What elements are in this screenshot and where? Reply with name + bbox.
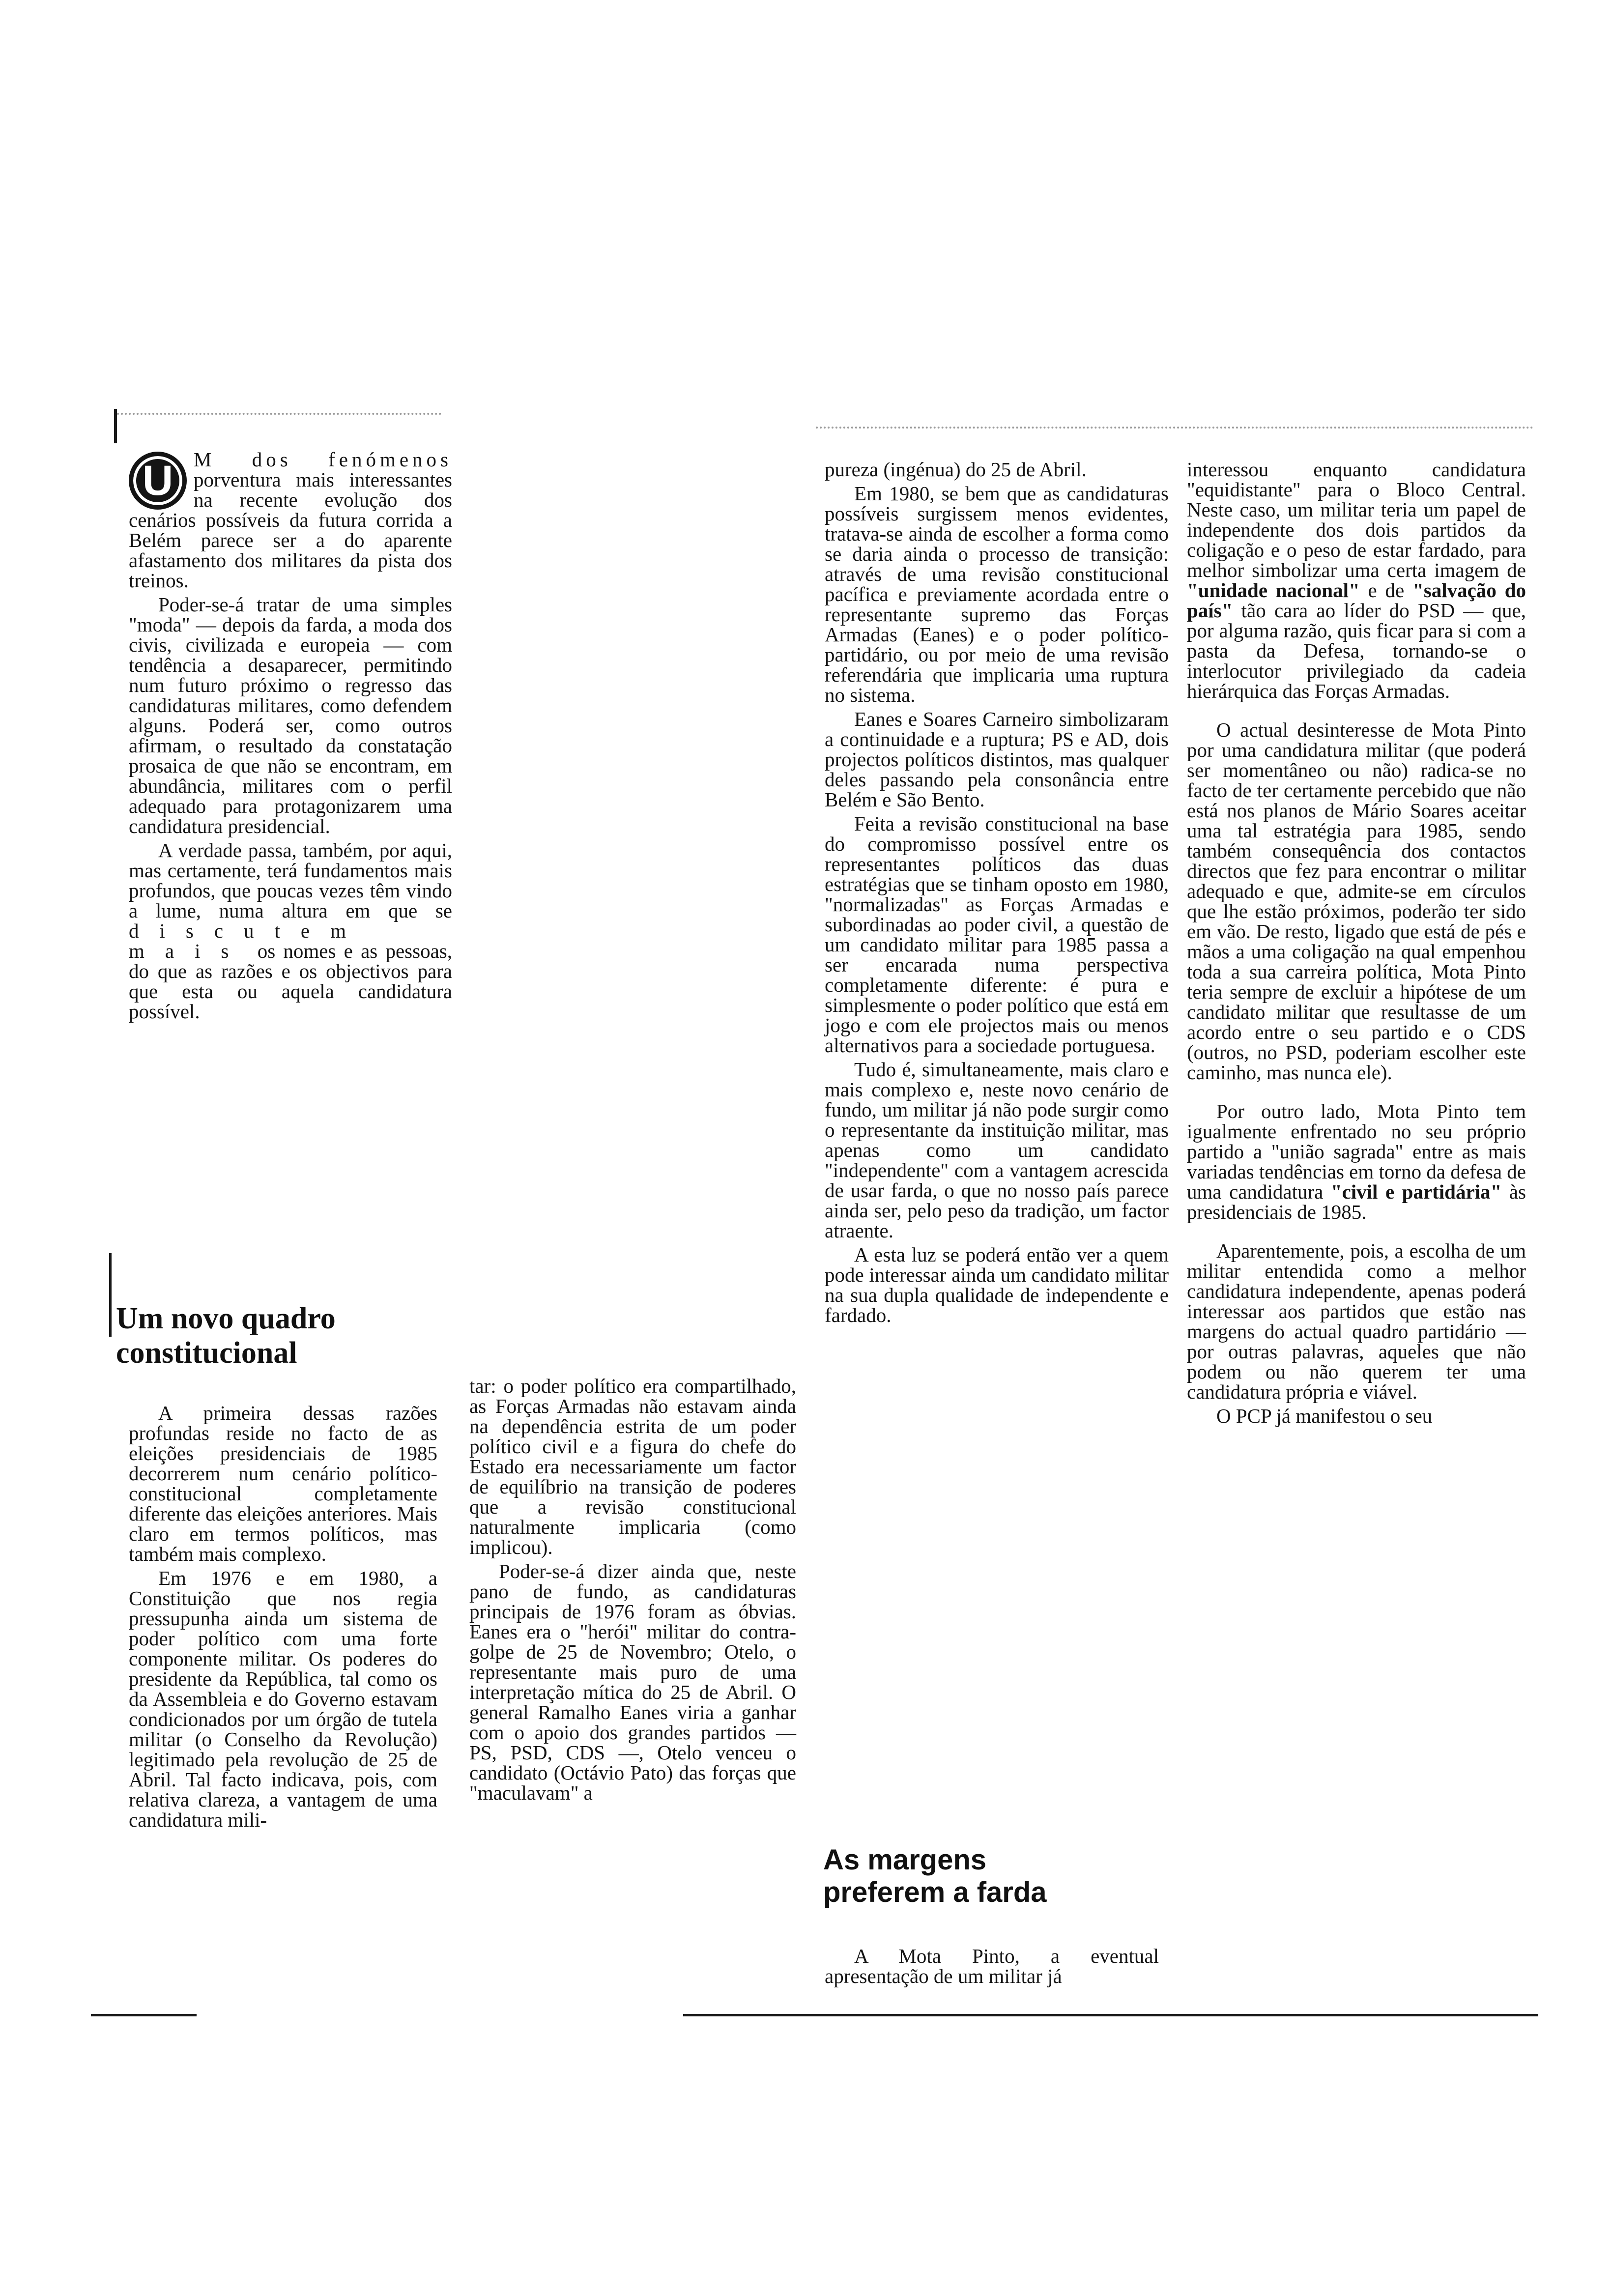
paragraph: pureza (ingénua) do 25 de Abril. [825,458,1087,481]
lead-words: M dos fenómenos [194,448,452,471]
left-margin-rule [109,1253,112,1337]
column-1 [129,450,452,1022]
paragraph: Tudo é, simultaneamente, mais claro e mais complexo e, neste novo cenário de fundo, um militar já não pode surgir como o representante da instituição militar, mas apenas como um candidato "independente" com a vantagem acrescida de usar farda, o que no nosso país parece ainda ser, pelo peso da tradição, um factor atraente. [825,1058,1169,1242]
drop-cap-letter: U [129,452,187,510]
paragraph: O actual desinteresse de Mota Pinto por uma candidatura militar (que poderá ser momentâneo ou não) radica-se no facto de ter certamente percebido que não está nos planos de Mário Soares aceitar uma tal estratégia para 1985, sendo também consequência dos contactos directos que fez para encontrar o militar adequado e que, admite-se em círculos que lhe estão próximos, poderão ter sido em vão. De resto, ligado que está de pés e mãos a uma coligação na qual empenhou toda a sua carreira política, Mota Pinto teria sempre de excluir a hipótese de um candidato militar que resultasse de um acordo entre o seu partido e o CDS (outros, no PSD, poderiam escolher este caminho, mas nunca ele). [1187,718,1526,1084]
paragraph: A esta luz se poderá então ver a quem pode interessar ainda um candidato militar na sua dupla qualidade de independente e fardado. [825,1243,1169,1326]
column-3-continued [825,1946,1159,1986]
column-1-continued [129,1403,437,1830]
column-4 [1187,459,1526,1426]
paragraph: A verdade passa, também, por aqui, mas certamente, terá fundamentos mais profundos, que poucas vezes têm vindo a lume, numa altura em que se discutem mais os nomes e as pessoas, do que as razões e os objectivos para que esta ou aquela candidatura possível. [129,839,453,1023]
paragraph: Em 1976 e em 1980, a Constituição que nos regia pressupunha ainda um sistema de poder político com uma forte componente militar. Os poderes do presidente da República, tal como os da Assembleia e do Governo estavam condicionados por um órgão de tutela militar (o Conselho da Revolução) legitimado pela revolução de 25 de Abril. Tal facto indicava, pois, com relativa clareza, a vantagem de uma candidatura mili- [129,1567,437,1831]
spaced-words: discutem mais [129,919,367,962]
bottom-rule-left [91,2014,197,2016]
opening-text: porventura mais interessantes na recente evolução dos cenários possíveis da futura corrida a Belém parece ser a do aparente afastamento dos militares da pista dos treinos. [129,468,452,592]
paragraph: Eanes e Soares Carneiro simbolizaram a continuidade e a ruptura; PS e AD, dois projectos políticos distintos, mas qualquer deles passando pela consonância entre Belém e São Bento. [825,708,1169,811]
paragraph: Poder-se-á dizer ainda que, neste pano de fundo, as candidaturas principais de 1976 foram as óbvias. Eanes era o "herói" militar do contra-golpe de 25 de Novembro; Otelo, o representante mais puro de uma interpretação mítica do 25 de Abril. O general Ramalho Eanes viria a ganhar com o apoio dos grandes partidos — PS, PSD, CDS —, Otelo venceu o candidato (Octávio Pato) das forças que "maculavam" a [469,1560,796,1804]
paragraph: Por outro lado, Mota Pinto tem igualmente enfrentado no seu próprio partido a "união sagrada" entre as mais variadas tendências em torno da defesa de uma candidatura "civil e partidária" às presidenciais de 1985. [1187,1100,1526,1223]
paragraph: A Mota Pinto, a eventual apresentação de um militar já [825,1945,1159,1987]
paragraph: tar: o poder político era compartilhado, as Forças Armadas não estavam ainda na dependência estrita de um poder político civil e a figura do chefe do Estado era necessariamente um factor de equilíbrio na transição de poderes que a revisão constitucional naturalmente implicaria (como implicou). [469,1375,796,1558]
paragraph: Feita a revisão constitucional na base do compromisso possível entre os representantes políticos das duas estratégias que se tinham oposto em 1980, "normalizadas" as Forças Armadas e subordinadas ao poder civil, a questão de um candidato militar para 1985 passa a ser encarada numa perspectiva completamente diferente: é pura e simplesmente o poder político que está em jogo e com ele projectos mais ou menos alternativos para a sociedade portuguesa. [825,812,1169,1057]
bold-phrase: "unidade nacional" [1187,579,1360,602]
bold-phrase: "civil e partidária" [1330,1180,1502,1203]
top-rule-left [117,413,441,415]
opening-paragraph [129,450,452,591]
paragraph: Em 1980, se bem que as candidaturas possíveis surgissem menos evidentes, tratava-se ainda de escolher a forma como se daria ainda o processo de transição: através de uma revisão constitucional pacífica e previamente acordada entre o representante supremo das Forças Armadas (Eanes) e o poder político-partidário, ou por meio de uma revisão referendária que implicaria uma ruptura no sistema. [825,482,1169,706]
paragraph: Poder-se-á tratar de uma simples "moda" — depois da farda, a moda dos civis, civilizada e europeia — com tendência a desaparecer, permitindo num futuro próximo o regresso das candidaturas militares, como defendem alguns. Poderá ser, como outros afirmam, o resultado da constatação prosaica de que não se encontram, em abundância, militares com o perfil adequado para protagonizarem uma candidatura presidencial. [129,593,452,837]
paragraph: O PCP já manifestou o seu [1216,1405,1433,1427]
paragraph: Aparentemente, pois, a escolha de um militar entendida como a melhor candidatura independente, apenas poderá interessar aos partidos que estão nas margens do actual quadro partidário — por outras palavras, aqueles que não podem ou não querem ter uma candidatura própria e viável. [1187,1239,1526,1403]
top-rule-right [816,427,1533,429]
bottom-rule-right [683,2014,1538,2016]
subheading-margens: As margens preferem a farda [823,1844,1047,1908]
column-2 [469,1376,796,1803]
subheading-novo-quadro: Um novo quadro constitucional [116,1302,336,1370]
column-3 [825,459,1169,1325]
paragraph: A primeira dessas razões profundas reside no facto de as eleições presidenciais de 1985 decorrerem num cenário político-constitucional completamente diferente das eleições anteriores. Mais claro em termos políticos, mas também mais complexo. [129,1402,437,1565]
bold-phrase: "salvação do país" [1187,579,1526,622]
paragraph: interessou enquanto candidatura "equidistante" para o Bloco Central. Neste caso, um militar teria um papel de independente dos dois partidos da coligação e o peso de estar fardado, para melhor simbolizar uma certa imagem de "unidade nacional" e de "salvação do país" tão cara ao líder do PSD — que, por alguma razão, quis ficar para si com a pasta da Defesa, tornando-se o interlocutor privilegiado da cadeia hierárquica das Forças Armadas. [1187,458,1526,702]
